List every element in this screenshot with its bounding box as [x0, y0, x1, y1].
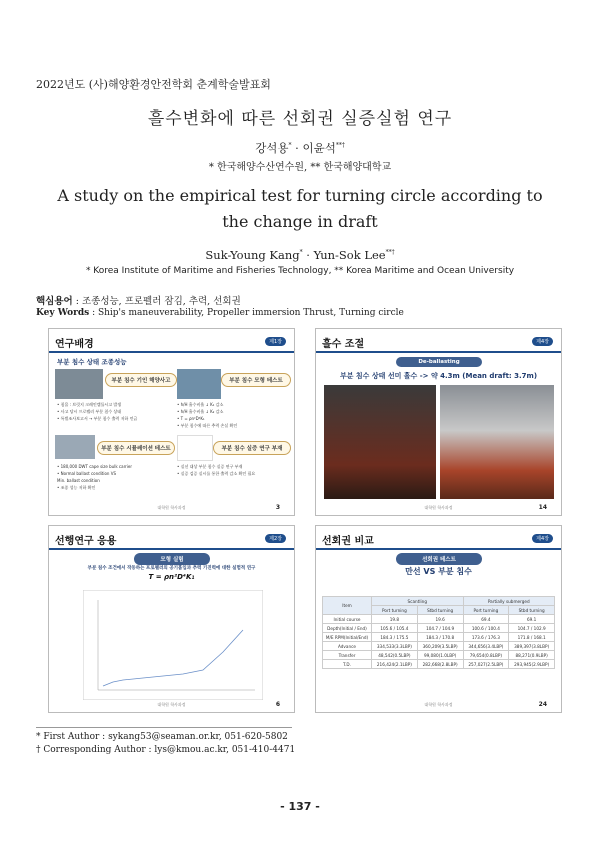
- slide-subtitle: 부분 침수 상태 조종성능: [57, 358, 127, 366]
- bullet: Min. ballast condition: [57, 478, 100, 483]
- slide-rule: [49, 351, 294, 353]
- row-label: Depth(Initial / End): [323, 624, 372, 633]
- turning-test-pill: 선회권 테스트: [396, 553, 482, 565]
- footnote-text: Corresponding Author : lys@kmou.ac.kr, 051-410-4471: [40, 745, 296, 755]
- cell: 100.6 / 100.4: [463, 624, 509, 633]
- affiliation-english: * Korea Institute of Maritime and Fisheries Technology, ** Korea Maritime and Ocean University: [85, 266, 515, 276]
- slide-page: 24: [538, 701, 547, 708]
- cell: 173.6 / 176.3: [463, 633, 509, 642]
- cell: 360,209(3.5LBP): [417, 642, 463, 651]
- slide-footer: 대학원 학사과정: [424, 702, 453, 707]
- slide-rule: [316, 351, 561, 353]
- sub-col: Stbd turning: [509, 606, 555, 615]
- slide-prior-study: [48, 525, 295, 713]
- sub-col: Port turning: [463, 606, 509, 615]
- bullet: • 침몰 : 브릿지 크레인캡틀시고 발생: [57, 402, 122, 407]
- thrust-formula: T = ρn²D⁴K₁: [148, 573, 195, 581]
- box-accident: 부분 침수 기인 해양사고: [105, 373, 177, 387]
- stern-photo-right: [440, 385, 554, 499]
- sub-col: Port turning: [372, 606, 418, 615]
- bullet: • h/H 흘수비율 ↓ K₁ 감소: [177, 402, 224, 407]
- row-label: T.D.: [323, 660, 372, 669]
- title-korean: 흘수변화에 따른 선회권 실증실험 연구: [147, 109, 453, 129]
- row-label: Initial course: [323, 615, 372, 624]
- bullet: • T = ρn²D⁴K₁: [177, 416, 205, 421]
- slide-tag: 제2장: [265, 534, 286, 543]
- slide-title: 연구배경: [55, 339, 94, 350]
- slide-tag: 제4장: [532, 534, 553, 543]
- cell: 257,027(2.5LBP): [463, 660, 509, 669]
- slide-footer: 대학원 학사과정: [157, 505, 186, 510]
- cell: 293,945(2.9LBP): [509, 660, 555, 669]
- author-1-en: Suk-Young Kang: [205, 248, 300, 262]
- keywords-en-label: Key Words: [36, 308, 90, 318]
- author-2-en: · Yun-Sok Lee: [302, 248, 386, 262]
- page-number: - 137 -: [280, 800, 320, 813]
- row-label: M/E RPM(Initial/End): [323, 633, 372, 642]
- cell: 48,542(0.5LBP): [372, 651, 418, 660]
- draft-headline: 부분 침수 상태 선미 흘수 -> 약 4.3m (Mean draft: 3.7m): [339, 372, 538, 380]
- col-item: Item: [323, 597, 372, 615]
- bullets-simulation: [57, 463, 172, 491]
- slide-page: 14: [538, 504, 547, 511]
- slide-title: 선행연구 응용: [55, 536, 117, 547]
- slide-page: 3: [275, 504, 280, 511]
- affiliation-korean: * 한국해양수산연수원, ** 한국해양대학교: [208, 162, 392, 173]
- cell: 19.8: [372, 615, 418, 624]
- turning-compare-table: [322, 596, 555, 669]
- bullets-no-study: [177, 463, 292, 477]
- slide-tag: 제4장: [532, 337, 553, 346]
- footnote-first-author: [36, 732, 288, 742]
- author-2: · 이윤석: [291, 141, 336, 155]
- bullets-accident: [57, 401, 172, 422]
- keywords-ko-text: : 조종성능, 프로펠러 잠김, 추력, 선회권: [72, 296, 241, 307]
- title-english: A study on the empirical test for turning circle according to the change in draft: [57, 186, 543, 231]
- prior-study-line: 부분 침수 조건에서 작동하는 프로펠러의 공기흡입과 추력 기진력에 대한 실험적 연구: [87, 566, 256, 571]
- table-row: [323, 642, 555, 651]
- cell: 282,668(2.8LBP): [417, 660, 463, 669]
- cell: 104.7 / 102.9: [509, 624, 555, 633]
- row-label: Advance: [323, 642, 372, 651]
- question-icon: [177, 435, 213, 461]
- cell: 334,533(3.3LBP): [372, 642, 418, 651]
- cell: 79,654(0.8LBP): [463, 651, 509, 660]
- table-row: [323, 633, 555, 642]
- authors-english: [0, 248, 600, 262]
- keywords-ko-label: 핵심용어: [36, 296, 73, 307]
- author-1-mark: *: [288, 142, 292, 150]
- bullet: • 사고 당시 프로펠러 부분 침수 상태: [57, 409, 122, 414]
- ship-photo: [55, 369, 103, 399]
- slide-page: 6: [275, 701, 280, 708]
- slide-footer: 대학원 학사과정: [424, 505, 453, 510]
- cell: 88,271(0.9LBP): [509, 651, 555, 660]
- slide-rule: [49, 548, 294, 550]
- stern-photo-left: [324, 385, 436, 499]
- table-row: [323, 660, 555, 669]
- bullet: • h/H 흘수비율 ↓ K₂ 감소: [177, 409, 224, 414]
- box-model-test: 부분 침수 모형 테스트: [221, 373, 291, 387]
- row-label: Transfer: [323, 651, 372, 660]
- footnote-mark: *: [36, 732, 41, 742]
- table-header-row: [323, 597, 555, 606]
- box-simulation: 부분 침수 시뮬레이션 테스트: [97, 441, 175, 455]
- compare-headline: 만선 VS 부분 침수: [405, 567, 472, 576]
- table-row: [323, 651, 555, 660]
- bullet: • Normal ballast condition VS: [57, 471, 117, 476]
- cell: 19.6: [417, 615, 463, 624]
- cell: 69.1: [509, 615, 555, 624]
- authors-korean: [0, 140, 600, 156]
- footnote-text: First Author : sykang53@seaman.or.kr, 051-620-5802: [40, 732, 288, 742]
- author-1: 강석용: [255, 141, 289, 155]
- cell: 344,656(3.4LBP): [463, 642, 509, 651]
- cell: 104.7 / 104.9: [417, 624, 463, 633]
- cell: 184.3 / 170.8: [417, 633, 463, 642]
- slide-tag: 제1장: [265, 337, 286, 346]
- model-test-pill: 모형 실험: [134, 553, 210, 565]
- keywords-korean: [36, 293, 241, 307]
- cell: 99,080(1.0LBP): [417, 651, 463, 660]
- sub-col: Stbd turning: [417, 606, 463, 615]
- deballasting-pill: De-ballasting: [396, 357, 482, 367]
- group-partial: Partially submerged: [463, 597, 555, 606]
- slide-title: 선회권 비교: [322, 536, 374, 547]
- bullet: • 조종 성능 저하 확인: [57, 485, 96, 490]
- group-scantling: Scantling: [372, 597, 464, 606]
- author-2-mark: **†: [335, 142, 345, 150]
- footnote-mark: †: [36, 745, 41, 755]
- author-1-en-mark: *: [299, 249, 303, 257]
- cell: 69.4: [463, 615, 509, 624]
- bullet: • 180,000 DWT cape size bulk carrier: [57, 464, 133, 469]
- slide-draft-adjust: [315, 328, 562, 516]
- footnote-rule: [36, 727, 292, 728]
- bullet: • 실선 대상 부분 침수 실증 연구 부재: [177, 464, 243, 469]
- cell: 216,424(2.1LBP): [372, 660, 418, 669]
- cell: 389,397(3.8LBP): [509, 642, 555, 651]
- keywords-english: [36, 308, 404, 318]
- table-row: [323, 624, 555, 633]
- author-2-en-mark: **†: [385, 249, 395, 257]
- cell: 171.8 / 168.1: [509, 633, 555, 642]
- cell: 184.3 / 175.5: [372, 633, 418, 642]
- slide-rule: [316, 548, 561, 550]
- box-no-study: 부분 침수 실증 연구 부재: [213, 441, 291, 455]
- slide-title: 흘수 조절: [322, 339, 365, 350]
- cell: 105.6 / 105.4: [372, 624, 418, 633]
- slide-turning-compare: [315, 525, 562, 713]
- bullet: • 실증 검증 실시를 통한 출력 감소 확인 필요: [177, 471, 256, 476]
- slide-footer: 대학원 학사과정: [157, 702, 186, 707]
- bullet: • 부분 침수에 따른 추력 손실 확인: [177, 423, 238, 428]
- bullets-model: [177, 401, 292, 429]
- bullet: • 특별조사보고서 → 부분 침수 출력 저하 언급: [57, 416, 138, 421]
- simulation-photo: [55, 435, 95, 459]
- slide-research-background: [48, 328, 295, 516]
- footnote-corresponding-author: [36, 745, 295, 755]
- model-test-photo: [177, 369, 221, 399]
- keywords-en-text: : Ship's maneuverability, Propeller immersion Thrust, Turning circle: [89, 308, 404, 318]
- table-row: [323, 615, 555, 624]
- conference-header: 2022년도 (사)해양환경안전학회 춘계학술발표회: [36, 78, 271, 91]
- thrust-ratio-chart: [83, 590, 263, 700]
